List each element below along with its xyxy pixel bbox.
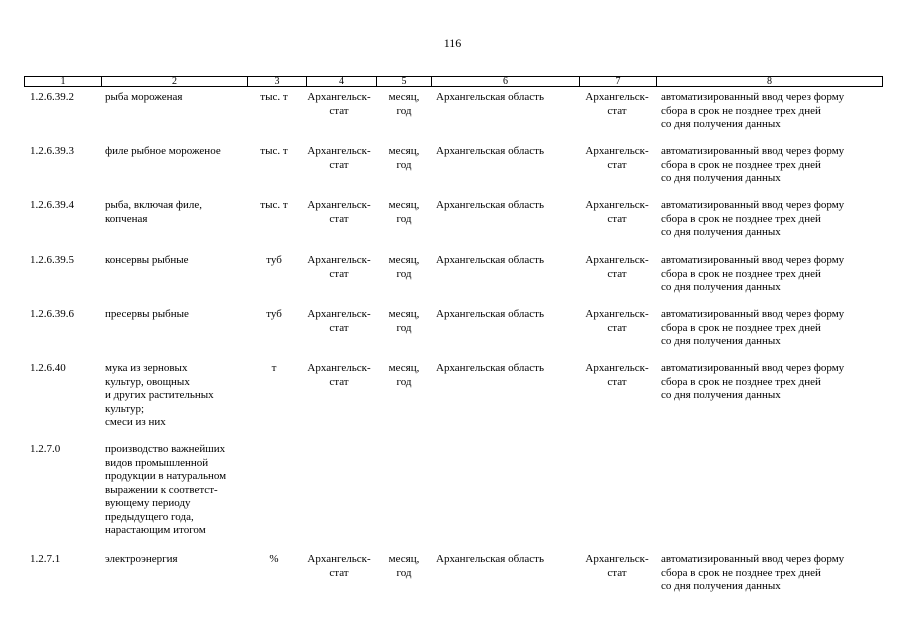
- row-code: 1.2.7.0: [30, 443, 61, 455]
- header-col-5: 5: [376, 77, 431, 86]
- row-source: Архангельск- стат: [307, 145, 371, 171]
- row-responsible: Архангельск- стат: [585, 254, 649, 280]
- row-name: электроэнергия: [105, 553, 178, 565]
- row-name: рыба мороженая: [105, 91, 183, 103]
- table-header: [24, 76, 883, 87]
- row-period: месяц, год: [388, 254, 420, 280]
- row-name: мука из зерновых культур, овощных и других растительных культур; смеси из них: [105, 362, 214, 428]
- row-period: месяц, год: [388, 553, 420, 579]
- row-territory: Архангельская область: [436, 91, 544, 103]
- row-name: рыба, включая филе, копченая: [105, 199, 203, 225]
- row-source: Архангельск- стат: [307, 362, 371, 388]
- row-method: автоматизированный ввод через форму сбора в срок не позднее трех дней со дня получения данных: [661, 553, 845, 592]
- row-method: автоматизированный ввод через форму сбора в срок не позднее трех дней со дня получения данных: [661, 362, 845, 401]
- header-col-2: 2: [101, 77, 247, 86]
- row-method: автоматизированный ввод через форму сбора в срок не позднее трех дней со дня получения данных: [661, 308, 845, 347]
- header-col-7: 7: [579, 77, 656, 86]
- row-unit: тыс. т: [260, 91, 288, 103]
- row-period: месяц, год: [388, 199, 420, 225]
- header-col-4: 4: [306, 77, 376, 86]
- row-method: автоматизированный ввод через форму сбора в срок не позднее трех дней со дня получения данных: [661, 199, 845, 238]
- row-unit: туб: [266, 308, 282, 320]
- row-unit: тыс. т: [260, 199, 288, 211]
- row-responsible: Архангельск- стат: [585, 362, 649, 388]
- row-source: Архангельск- стат: [307, 199, 371, 225]
- row-responsible: Архангельск- стат: [585, 308, 649, 334]
- row-code: 1.2.6.39.5: [30, 254, 74, 266]
- row-code: 1.2.6.39.3: [30, 145, 74, 157]
- row-responsible: Архангельск- стат: [585, 553, 649, 579]
- row-source: Архангельск- стат: [307, 553, 371, 579]
- row-method: автоматизированный ввод через форму сбора в срок не позднее трех дней со дня получения данных: [661, 91, 845, 130]
- row-method: автоматизированный ввод через форму сбора в срок не позднее трех дней со дня получения данных: [661, 145, 845, 184]
- row-territory: Архангельская область: [436, 145, 544, 157]
- row-period: месяц, год: [388, 362, 420, 388]
- row-unit: т: [271, 362, 277, 374]
- row-responsible: Архангельск- стат: [585, 91, 649, 117]
- row-name: производство важнейших видов промышленной продукции в натуральном выражении к соответст- вующему периоду предыдущего года, нарастающим итогом: [105, 443, 227, 536]
- row-unit: %: [269, 553, 279, 565]
- row-unit: туб: [266, 254, 282, 266]
- row-code: 1.2.6.39.6: [30, 308, 74, 320]
- row-method: автоматизированный ввод через форму сбора в срок не позднее трех дней со дня получения данных: [661, 254, 845, 293]
- header-col-6: 6: [431, 77, 579, 86]
- row-code: 1.2.6.40: [30, 362, 66, 374]
- row-source: Архангельск- стат: [307, 91, 371, 117]
- row-territory: Архангельская область: [436, 199, 544, 211]
- row-period: месяц, год: [388, 91, 420, 117]
- header-col-1: 1: [60, 76, 66, 87]
- row-period: месяц, год: [388, 145, 420, 171]
- row-period: месяц, год: [388, 308, 420, 334]
- header-col-3: 3: [247, 77, 306, 86]
- row-territory: Архангельская область: [436, 362, 544, 374]
- row-territory: Архангельская область: [436, 308, 544, 320]
- row-code: 1.2.7.1: [30, 553, 61, 565]
- page-number: 116: [443, 36, 462, 50]
- row-source: Архангельск- стат: [307, 254, 371, 280]
- header-col-8: 8: [656, 77, 882, 86]
- row-responsible: Архангельск- стат: [585, 145, 649, 171]
- row-code: 1.2.6.39.4: [30, 199, 74, 211]
- row-code: 1.2.6.39.2: [30, 91, 74, 103]
- row-name: пресервы рыбные: [105, 308, 189, 320]
- row-source: Архангельск- стат: [307, 308, 371, 334]
- row-unit: тыс. т: [260, 145, 288, 157]
- row-responsible: Архангельск- стат: [585, 199, 649, 225]
- row-territory: Архангельская область: [436, 553, 544, 565]
- row-territory: Архангельская область: [436, 254, 544, 266]
- row-name: филе рыбное мороженое: [105, 145, 221, 157]
- row-name: консервы рыбные: [105, 254, 189, 266]
